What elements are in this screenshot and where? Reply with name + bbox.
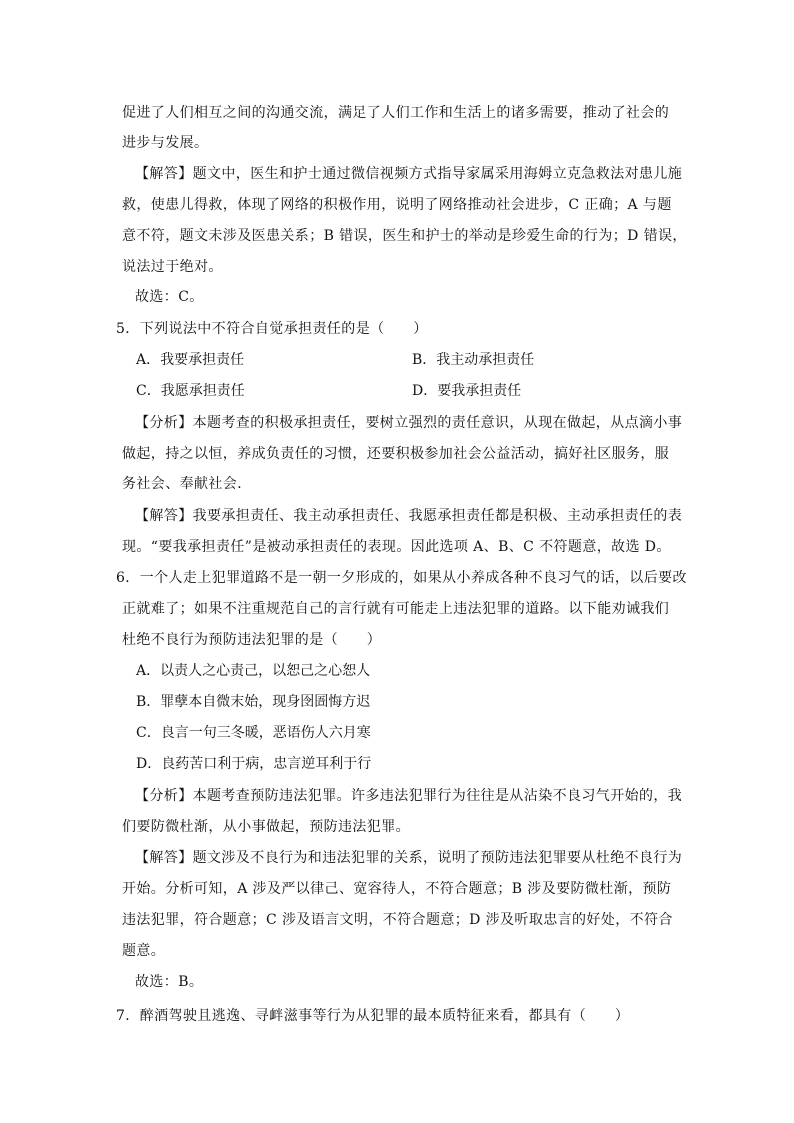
question-6-option-d: D．良药苦口利于病，忠言逆耳利于行 [136,756,372,772]
answer-line: 【解答】题文中，医生和护士通过微信视频方式指导家属采用海姆立克急救法对患儿施 [135,166,683,182]
text-line: 现。“要我承担责任”是被动承担责任的表现。因此选项 A、B、C 不符题意，故选 D。 [122,539,671,555]
text-line: 做起，持之以恒，养成负责任的习惯，还要积极参加社会公益活动，搞好社区服务，服 [122,446,670,462]
question-6-option-a: A．以责人之心责己，以恕己之心恕人 [136,663,371,679]
question-5-option-d: D．要我承担责任 [412,383,522,399]
text-line: 题意。 [122,943,166,959]
choice-line: 故选：B。 [135,974,204,990]
text-line: 说法过于绝对。 [122,259,223,275]
text-line: 进步与发展。 [122,135,209,151]
question-5-option-c: C．我愿承担责任 [136,383,245,399]
question-7-title: 7．醉酒驾驶且逃逸、寻衅滋事等行为从犯罪的最本质特征来看，都具有（ ） [116,1008,630,1024]
text-line: 务社会、奉献社会． [122,476,252,492]
text-line: 意不符，题文未涉及医患关系；B 错误，医生和护士的举动是珍爱生命的行为；D 错误， [122,228,687,244]
question-6-title: 6．一个人走上犯罪道路不是一朝一夕形成的，如果从小养成各种不良习气的话，以后要改 [116,570,687,586]
answer-line: 【解答】我要承担责任、我主动承担责任、我愿承担责任都是积极、主动承担责任的表 [135,508,683,524]
question-6-text: 杜绝不良行为预防违法犯罪的是（ ） [122,632,382,648]
text-line: 们要防微杜渐，从小事做起，预防违法犯罪。 [122,819,410,835]
question-5-title: 5．下列说法中不符合自觉承担责任的是（ ） [116,321,428,337]
question-5-option-b: B．我主动承担责任 [412,352,535,368]
analysis-line: 【分析】本题考查预防违法犯罪。许多违法犯罪行为往往是从沾染不良习气开始的，我 [135,788,683,804]
text-line: 开始。分析可知，A 涉及严以律己、宽容待人，不符合题意；B 涉及要防微杜渐，预防 [122,881,672,897]
question-5-option-a: A．我要承担责任 [136,352,245,368]
text-line: 救，使患儿得救，体现了网络的积极作用，说明了网络推动社会进步，C 正确；A 与题 [122,197,672,213]
question-6-option-c: C．良言一句三冬暖，恶语伤人六月寒 [136,725,371,741]
answer-line: 【解答】题文涉及不良行为和违法犯罪的关系，说明了预防违法犯罪要从杜绝不良行为 [135,850,683,866]
text-line: 促进了人们相互之间的沟通交流，满足了人们工作和生活上的诸多需要，推动了社会的 [122,105,670,121]
text-line: 违法犯罪，符合题意；C 涉及语言文明，不符合题意；D 涉及听取忠言的好处，不符合 [122,912,673,928]
question-6-text: 正就难了；如果不注重规范自己的言行就有可能走上违法犯罪的道路。以下能劝诫我们 [122,601,670,617]
analysis-line: 【分析】本题考查的积极承担责任，要树立强烈的责任意识，从现在做起，从点滴小事 [135,415,683,431]
choice-line: 故选：C。 [135,289,204,305]
question-6-option-b: B．罪孽本自微末始，现身囹圄悔方迟 [136,694,371,710]
